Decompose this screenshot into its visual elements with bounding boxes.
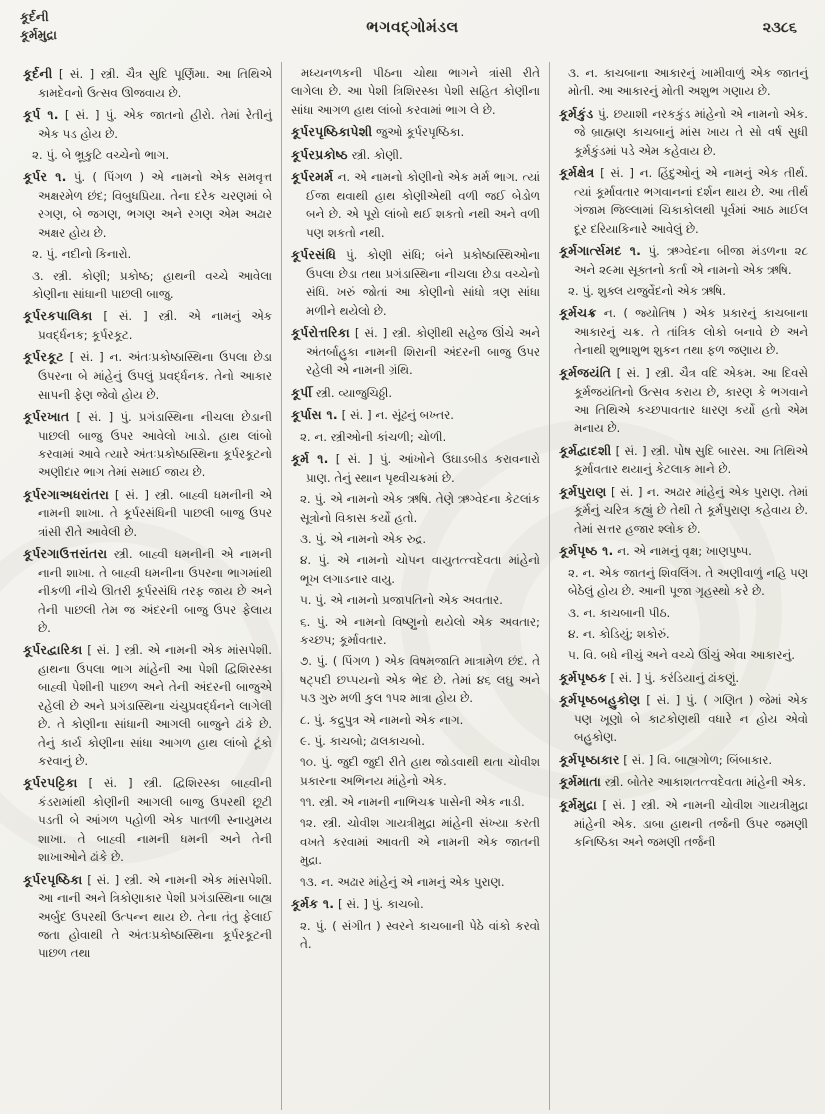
entry-sense	[559, 604, 808, 622]
entry-text: ૪. પું. એ નામનો ચોપન વાયુતત્ત્વદેવતા માંહેનો ભૂખ લગાડનાર વાયુ.	[300, 553, 540, 586]
entry-sense	[291, 753, 540, 790]
headword: કૂર્પરકૂટ	[23, 349, 64, 365]
dictionary-entry	[559, 795, 808, 851]
headword: કૂર્પરપૃષ્ઠિકા	[23, 871, 83, 887]
entry-text: [ સં. ] ન. અંતઃપ્રકોષ્ઠાસ્થિના ઉપલા છેડા ઉપરના બે માંહેનું ઉપલું પ્રવર્દ્ધનક. તેનો આકાર સાપની ફેણ જેવો હોય છે.	[38, 350, 272, 402]
entry-text: ન. એ નામનો કોણીનો એક મર્મ ભાગ. ત્યાં ઈજા થવાથી હાથ કોણીએથી વળી જઈ બેડોળ બને છે. એ પૂરો લાંબો થઈ શકતો નથી અને વળી પણ શકતો નથી.	[306, 170, 540, 240]
entry-text: ૨. પું. ( સંગીત ) સ્વરને કાચબાની પેઠે વાંકો કરવો તે.	[300, 918, 540, 952]
entry-text: પું. કોણી સંધિ; બંને પ્રકોષ્ઠાસ્થિઓના ઉપલા છેડા તથા પ્રગંડાસ્થિના નીચલા છેડા વચ્ચેનો સંધિ. ખરું જોતાં આ કોણીનો સાંધો ત્રણ સાંધા મળીને થયેલો છે.	[306, 248, 540, 318]
entry-text: જુઓ કૂર્પરપૃષ્ઠિકા.	[376, 125, 465, 140]
entry-text: ૭. પું. ( પિંગળ ) એક વિષમજાતિ માત્રામેળ છંદ. તે ષટ્પદી છપ્પયનો એક ભેદ છે. તેમાં ૪૬ લઘુ અને ૫૩ ગુરુ મળી કુલ ૧૫૨ માત્રા હોય છે.	[300, 654, 540, 706]
entry-text: ૨. ન. એક જાતનું શિવલિંગ. તે અણીવાળું નહિ પણ બેઠેલું હોય છે. આની પૂજા ગૃહસ્થો કરે છે.	[568, 565, 808, 599]
headword: કૂર્પાસ ૧.	[291, 407, 338, 423]
entry-text: [ સં. ] સ્ત્રી. પોષ સુદિ બારસ. આ તિથિએ કૂર્માવતાર થયાનું કેટલાક માને છે.	[574, 443, 808, 477]
entry-text: [ સં. ] સ્ત્રી. દ્વિશિરસ્કા બાહ્વીની કંડરામાંથી કોણીની આગલી બાજુ ઉપરથી છૂટી પડતી બે આંગળ પહોળી એક પાતળી સ્નાયુમય શાખા. તે બાહ્વી નામની ધમની અને તેની શાખાઓને ઢાંકે છે.	[38, 776, 273, 865]
entry-text: [ સં. ] સ્ત્રી. ચૈત્ર વદિ એકમ. આ દિવસે કૂર્મજયંતિનો ઉત્સવ કરાય છે, કારણ કે ભગવાને આ તિથિએ કચ્છપાવતાર ધારણ કર્યો હતો એમ મનાય છે.	[574, 365, 808, 436]
entry-sense	[291, 732, 540, 750]
dictionary-entry	[291, 405, 540, 425]
entry-text: સ્ત્રી. વ્યાજુચિઠ્ઠી.	[315, 385, 393, 400]
headword: કૂર્પી	[291, 384, 313, 400]
headword: કૂર્મક ૧.	[291, 896, 335, 912]
headword: કૂર્મગાર્ત્સમદ ૧.	[559, 243, 642, 259]
entry-text: ન. એ નામનું વૃક્ષ; ખાણપુષ્પ.	[617, 544, 752, 559]
headword: કૂર્મક્ષેત્ર	[559, 165, 595, 181]
dictionary-entry	[291, 167, 540, 242]
entry-text: ૪. ન. કોડિયું; શકોરું.	[568, 626, 670, 641]
entry-text: મધ્યનળકની પીઠના ચોથા ભાગને ત્રાંસી રીતે લાગેલા છે. આ પેશી ત્રિશિરસ્કા પેશી સહિત કોણીના સાંધા આગળ હાથ લાંબો કરવામાં ભાગ લે છે.	[291, 66, 540, 117]
entry-text: [ સં. ] સ્ત્રી. એ નામનું એક પ્રવર્દ્ધનક; કૂર્પરકૂટ.	[38, 309, 272, 343]
headword: કૂર્પરગાઅધરાંતરા	[23, 486, 110, 502]
entry-text: પું. છયાશી નરકકુંડ માંહેનો એ નામનો એક. જે બ્રાહ્મણ કાચબાનું માંસ ખાય તે સો વર્ષ સુધી કૂર્મકુંડમાં પડે એમ કહેવાય છે.	[574, 106, 809, 158]
dictionary-entry	[559, 668, 808, 688]
entry-sense	[291, 551, 540, 588]
entry-text: ૬. પું. એ નામનો વિષ્ણુનો થયેલો એક અવતાર; કચ્છપ; કૂર્માવતાર.	[300, 614, 540, 647]
column-2	[281, 62, 549, 1110]
entry-sense	[291, 873, 540, 891]
entry-text: [ સં. ] પું. કાચબો.	[337, 897, 424, 912]
column-3	[549, 62, 817, 1110]
headword: કૂર્મ ૧.	[291, 451, 329, 467]
headword: કૂર્મમાતા	[559, 774, 601, 790]
entry-sense	[559, 282, 808, 300]
entry-text: ૨. પું. શુક્લ યજુર્વેદનો એક ઋષિ.	[568, 284, 727, 299]
headword: કૂર્પરપૃષ્ઠિકાપેશી	[291, 124, 373, 140]
headword: કૂર્પરકપાલિકા	[23, 308, 93, 324]
entry-text: [ સં. ] સ્ત્રી. એ નામની એક માંસપેશી. આ નાની અને ત્રિકોણાકાર પેશી પ્રગંડાસ્થિના બાહ્ય અર્બુદ ઉપરથી ઉત્પન્ન થાય છે. તેના તંતુ ફેલાઈ જતા હોવાથી તે અંતઃપ્રકોષ્ઠાસ્થિના કૂર્પરકૂટની પાછળ તથા	[38, 872, 273, 961]
headword: કૂર્મપૃષ્ઠાકાર	[559, 751, 620, 767]
dictionary-entry	[23, 64, 272, 102]
entry-text: ૯. પું. કાચબો; ઢાલકાચબો.	[300, 733, 425, 748]
dictionary-entry	[559, 163, 808, 238]
dictionary-entry	[291, 145, 540, 165]
headword: કૂર્પરપટ્ટિકા	[23, 775, 78, 791]
page-header	[0, 6, 825, 58]
dictionary-entry	[291, 245, 540, 320]
page-number: ૨૩૮૬	[762, 20, 797, 36]
entry-text: ૧૩. ન. અઢાર માંહેનું એ નામનું એક પુરાણ.	[300, 874, 505, 889]
entry-text: ૩. ન. કાચબાના આકારનું ખામીવાળું એક જાતનું મોતી. આ આકારનું મોતી અશુભ ગણાય છે.	[568, 66, 808, 99]
dictionary-entry	[23, 870, 272, 963]
entry-text: [ સં. ] પું. પ્રગંડાસ્થિના નીચલા છેડાની પાછલી બાજુ ઉપર આવેલો ખાડો. હાથ લાંબો કરવામાં આવે ત્યારે અંતઃપ્રકોષ્ઠાસ્થિના કૂર્પરકૂટનો અણીદાર ભાગ તેમાં સમાઈ જાય છે.	[38, 409, 273, 480]
dictionary-entry	[559, 104, 808, 160]
headword: કૂર્મદ્વાદશી	[559, 442, 612, 458]
entry-text: ૩. ન. કાચબાની પીઠ.	[568, 605, 671, 620]
headword: કૂર્મકુંડ	[559, 105, 594, 121]
dictionary-entry	[559, 363, 808, 438]
headword: કૂર્મપૃષ્ઠબહુકોણ	[559, 692, 641, 708]
dictionary-entry	[291, 122, 540, 142]
entry-text: ૩. પું. એ નામનો એક રુદ્ર.	[300, 531, 427, 546]
entry-text: ૧૦. પું. જુદી જુદી રીતે હાથ જોડવાથી થતા ચોવીશ પ્રકારના અભિનય માંહેનો એક.	[300, 755, 540, 788]
dictionary-entry	[23, 773, 272, 866]
entry-text: [ સં. ] વિ. બાહ્યગોળ; બિંબાકાર.	[623, 752, 773, 767]
headword: કૂર્પરમર્મ	[291, 169, 334, 185]
entry-sense	[23, 146, 272, 164]
entry-text: સ્ત્રી. બોતેર આકાશતત્ત્વદેવતા માંહેની એક.	[604, 775, 807, 790]
entry-sense	[291, 490, 540, 527]
entry-text: ૨. પું. બે ભ્રૂકુટિ વચ્ચેનો ભાગ.	[32, 148, 170, 163]
entry-sense	[291, 613, 540, 650]
entry-sense	[559, 625, 808, 643]
entry-sense	[559, 564, 808, 601]
dictionary-entry	[291, 894, 540, 914]
entry-text: [ સં. ] સ્ત્રી. એ નામની એક માંસપેશી. હાથના ઉપલા ભાગ માંહેની આ પેશી દ્વિશિરસ્કા બાહ્વી પેશીની પાછળ અને તેની અંદરની બાજુએ રહેલી છે અને પ્રગંડાસ્થિના ચંચુપ્રવર્દ્ધનને લાગેલી છે. તે કોણીના સાંધાની આગલી બાજુને ઢાંકે છે. તેનું કાર્ય કોણીના સાંધા આગળ હાથ લાંબો ટૂંકો કરવાનું છે.	[38, 643, 273, 768]
headword: કૂર્મમુદ્રા	[559, 797, 598, 813]
dictionary-entry	[23, 544, 272, 637]
dictionary-entry	[23, 167, 272, 242]
entry-text: [ સં. ] ન. અઢાર માંહેનું એક પુરાણ. તેમાં કૂર્મનું ચરિત્ર કહ્યું છે તેથી તે કૂર્મપુરાણ કહેવાય છે. તેમાં સત્તર હજાર શ્લોક છે.	[574, 484, 808, 536]
entry-text: [ સં. ] સ્ત્રી. બાહ્વી ધમનીની એ નામની શાખા. તે કૂર્પરસંધિની પાછલી બાજુ ઉપર ત્રાંસી રીતે આવેલી છે.	[38, 487, 273, 539]
entry-sense	[291, 428, 540, 446]
page-title: ભગવદ્ગોમંડલ	[366, 18, 459, 36]
headword: કૂર્પર ૧.	[23, 169, 67, 185]
entry-text: [ સં. ] પું. આંખોને ઉઘાડબીડ કરાવનારો પ્રાણ. તેનું સ્થાન પૃથ્વીચક્રમાં છે.	[306, 452, 541, 485]
headword: કૂર્પરપ્રકોષ્ઠ	[291, 146, 348, 162]
headword: કૂર્મપૃષ્ઠક	[559, 669, 607, 685]
dictionary-entry	[291, 449, 540, 487]
dictionary-entry	[559, 303, 808, 359]
headword: કૂર્પરસંધિ	[291, 247, 337, 263]
entry-text: [ સં. ] પું. એક જાતનો હીરો. તેમાં રેતીનું એક પડ હોય છે.	[38, 108, 273, 141]
entry-sense	[559, 64, 808, 101]
entry-sense	[23, 245, 272, 263]
entry-sense	[291, 591, 540, 609]
dictionary-entry	[559, 690, 808, 746]
headword: કૂર્પરોત્તરિકા	[291, 325, 350, 341]
entry-text: ૨. ન. સ્ત્રીઓની કાંચળી; ચોળી.	[300, 429, 447, 444]
headword: કૂર્મજયંતિ	[559, 364, 612, 380]
entry-text: ૨. પું. એ નામનો એક ઋષિ. તેણે ઋગ્વેદના કેટલાંક સૂત્રોનો વિકાસ કર્યો હતો.	[300, 492, 540, 525]
entry-text: [ સં. ] પું. કરંડિયાનું ઢાંકણું.	[610, 670, 740, 685]
headword: કૂર્પ ૧.	[23, 107, 59, 123]
headword: કૂર્મપુરાણ	[559, 483, 607, 499]
dictionary-entry	[559, 541, 808, 561]
entry-text: [ સં. ] પું. ( ગણિત ) જેમાં એક પણ ખૂણો બે કાટકોણથી વધારે ન હોય એવો બહુકોણ.	[574, 693, 808, 745]
entry-text: [ સં. ] ન. સૂંઢનું બખ્તર.	[341, 408, 454, 423]
entry-text: ૧૨. સ્ત્રી. ચોવીશ ગાયત્રીમુદ્રા માંહેની સંખ્યા કરતી વખતે કરવામાં આવતી એ નામની એક જાતની મુદ્રા.	[300, 816, 540, 868]
guide-word-top: કૂર્દની	[20, 9, 49, 24]
entry-text: ૮. પું. કદ્રુપુત્ર એ નામનો એક નાગ.	[300, 712, 464, 727]
entry-sense	[291, 530, 540, 548]
entry-text: સ્ત્રી. કોણી.	[351, 147, 403, 162]
dictionary-entry	[23, 306, 272, 344]
dictionary-entry	[559, 750, 808, 770]
entry-continuation	[291, 64, 540, 119]
column-1	[14, 62, 281, 1110]
entry-text: પું. ઋગ્વેદના બીજા મંડળના ૨૮ અને ૨૯મા સૂક્તનો કર્તા એ નામનો એક ઋષિ.	[574, 244, 808, 277]
entry-sense	[23, 267, 272, 304]
dictionary-entry	[559, 241, 808, 279]
headword: કૂર્પરગાઉત્તરાંતરા	[23, 546, 108, 562]
dictionary-entry	[559, 772, 808, 792]
headword: કૂર્દની	[23, 66, 53, 81]
entry-text: પું. ( પિંગળ ) એ નામનો એક સમવૃત્ત અક્ષરમેળ છંદ; વિબુધપ્રિયા. તેના દરેક ચરણમાં બે રગણ, બે જગણ, ભગણ અને રગણ એમ અઢાર અક્ષર હોય છે.	[38, 170, 272, 240]
entry-text: ૨. પું. નદીનો કિનારો.	[32, 247, 132, 262]
entry-sense	[559, 646, 808, 664]
entry-text: સ્ત્રી. બાહ્વી ધમનીની એ નામની નાની શાખા. તે બાહ્વી ધમનીના ઉપરના ભાગમાંથી નીકળી નીચે ઊતરી કૂર્પરસંધિ તરફ જાય છે અને તેની પાછલી તેમ જ અંદરની બાજુ ઉપર ફેલાય છે.	[38, 547, 273, 635]
entry-text: ૧૧. સ્ત્રી. એ નામની નાભિચક્ર પાસેની એક નાડી.	[300, 795, 525, 810]
dictionary-entry	[23, 407, 272, 482]
dictionary-entry	[559, 441, 808, 479]
entry-text: ૫. પું. એ નામનો પ્રજાપતિનો એક અવતાર.	[300, 593, 503, 608]
entry-text: [ સં. ] સ્ત્રી. એ નામની ચોવીશ ગાયત્રીમુદ્રા માંહેની એક. ડાબા હાથની તર્જની ઉપર જમણી કનિષ્ઠિકા અને જમણી તર્જની	[574, 798, 809, 850]
entry-text: [ સં. ] ન. હિંદુઓનું એ નામનું એક તીર્થ. ત્યાં કૂર્માવતાર ભગવાનનાં દર્શન થાય છે. આ તીર્થ ગંજામ જિલ્લામાં ચિકાકોલથી પૂર્વમાં આઠ માઈલ દૂર દરિયાકિનારે આવેલું છે.	[574, 166, 808, 236]
headword: કૂર્પરદ્વારિકા	[23, 642, 83, 658]
text-columns	[14, 62, 817, 1110]
entry-sense	[291, 711, 540, 729]
entry-sense	[291, 652, 540, 707]
entry-sense	[291, 793, 540, 811]
dictionary-entry	[23, 105, 272, 143]
dictionary-entry	[559, 482, 808, 538]
entry-text: ૫. વિ. બધે નીચું અને વચ્ચે ઊંચું એવા આકારનું.	[568, 648, 795, 663]
entry-sense	[291, 814, 540, 869]
entry-text: ૩. સ્ત્રી. કોણી; પ્રકોષ્ઠ; હાથની વચ્ચે આવેલા કોણીના સાંધાની પાછલી બાજુ.	[32, 268, 272, 302]
dictionary-entry	[291, 323, 540, 379]
dictionary-entry	[291, 383, 540, 403]
entry-text: [ સં. ] સ્ત્રી. ચૈત્ર સુદિ પૂર્ણિમા. આ તિથિએ કામદેવનો ઉત્સવ ઊજવાય છે.	[38, 67, 272, 100]
entry-text: [ સં. ] સ્ત્રી. કોણીથી સહેજ ઊંચે અને અંતર્બાહુકા નામની શિરાની અંદરની બાજુ ઉપર રહેલી એ નામની ગ્રંથિ.	[306, 326, 541, 378]
entry-sense	[291, 917, 540, 954]
entry-text: ન. ( જ્યોતિષ ) એક પ્રકારનું કાચબાના આકારનું ચક્ર. તે તાંત્રિક લોકો બનાવે છે અને તેનાથી શુભાશુભ શુકન તથા ફળ જણાય છે.	[574, 306, 808, 358]
headword: કૂર્મપૃષ્ઠ ૧.	[559, 543, 614, 559]
dictionary-entry	[23, 485, 272, 541]
headword: કૂર્મચક્ર	[559, 305, 597, 321]
guide-word-bottom: કૂર્મમુદ્રા	[20, 27, 57, 43]
headword: કૂર્પરખાત	[23, 408, 70, 424]
dictionary-entry	[23, 347, 272, 403]
dictionary-entry	[23, 640, 272, 770]
